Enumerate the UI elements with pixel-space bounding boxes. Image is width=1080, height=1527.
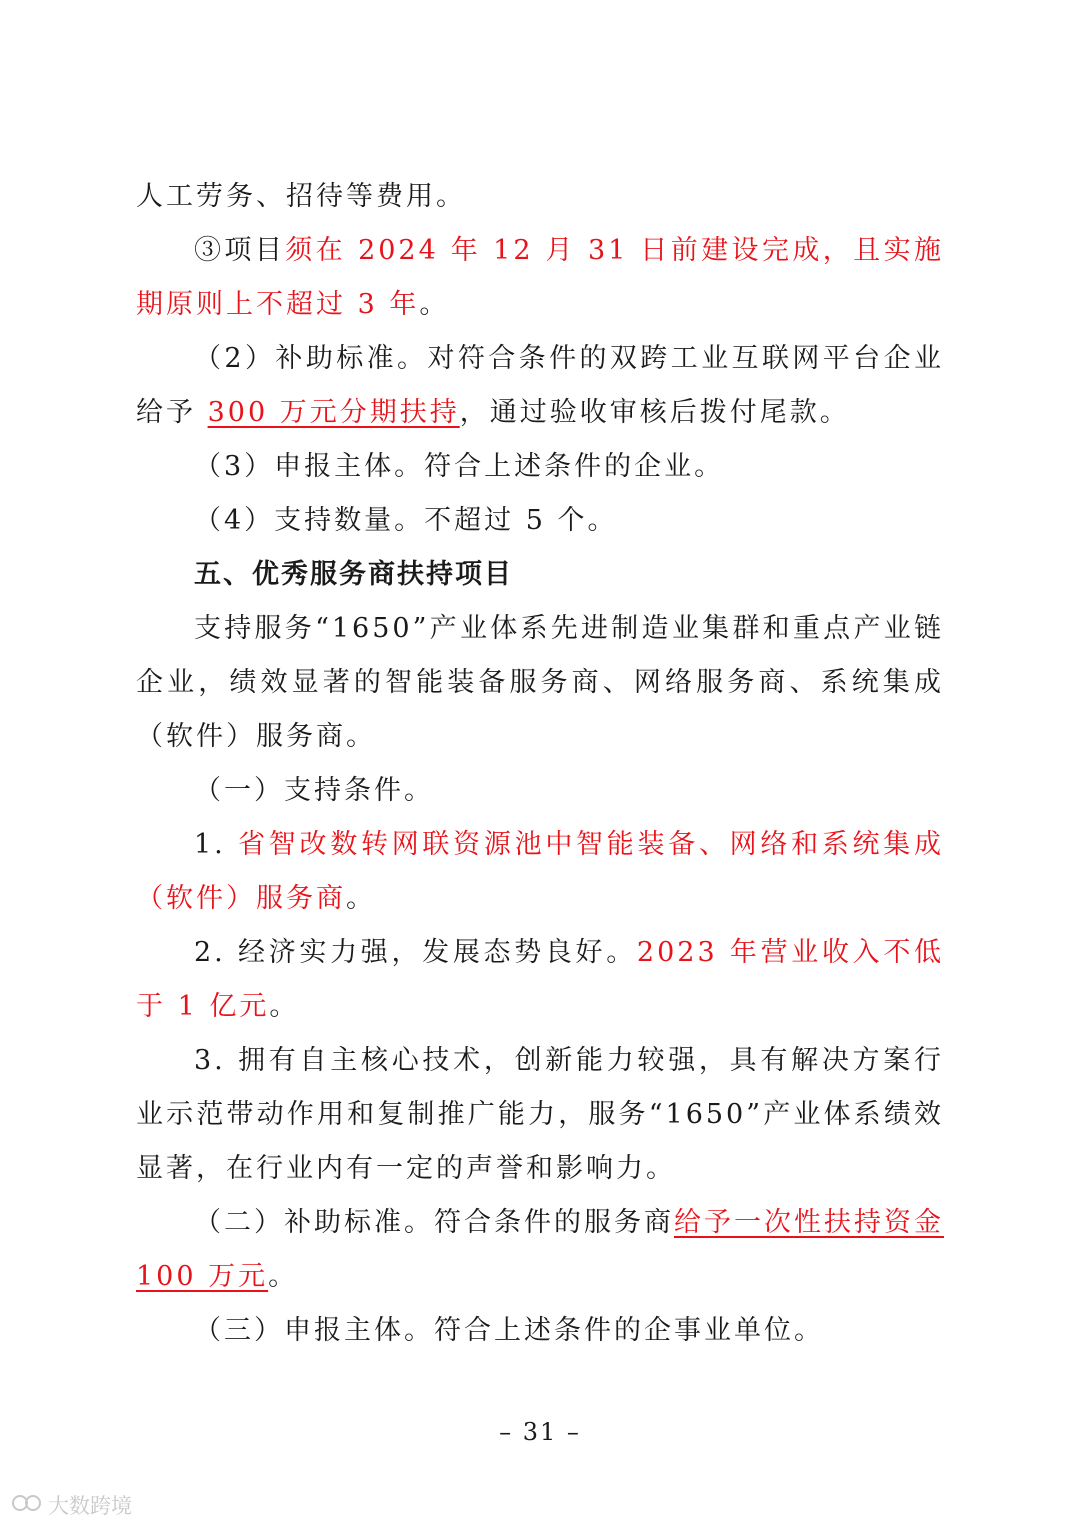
- text-run: 支持服务“1650”产业体系先进制造业集群和重点产业链企业，绩效显著的智能装备服务商、网络服务商、系统集成（软件）服务商。: [136, 613, 944, 752]
- text-run: 五、优秀服务商扶持项目: [194, 559, 513, 590]
- paragraph: [136, 602, 944, 764]
- logo-icon: [12, 1493, 42, 1518]
- paragraph: [136, 170, 944, 224]
- paragraph: [136, 764, 944, 818]
- page-number: – 31 –: [499, 1418, 581, 1446]
- paragraph: [136, 1304, 944, 1358]
- paragraph: [136, 332, 944, 440]
- paragraph: [136, 818, 944, 926]
- highlighted-text: 2023 年营业收入不低于 1 亿元: [136, 937, 945, 1022]
- text-run: ③项目: [194, 235, 286, 266]
- highlighted-text: 300 万元分期扶持: [207, 397, 460, 428]
- paragraph: [136, 494, 944, 548]
- text-run: （2）补助标准。对符合条件的双跨工业互联网平台企业给予: [136, 343, 944, 428]
- highlighted-text: 须在 2024 年 12 月 31 日前建设完成，且实施期原则上不超过 3 年: [136, 235, 945, 320]
- text-run: 。: [346, 883, 376, 914]
- paragraph: [136, 224, 944, 332]
- text-run: ，通过验收审核后拨付尾款。: [459, 397, 850, 428]
- paragraph: [136, 926, 944, 1034]
- text-run: （4）支持数量。不超过 5 个。: [194, 505, 618, 536]
- document-body: [136, 170, 944, 1358]
- text-run: 人工劳务、招待等费用。: [136, 181, 466, 212]
- paragraph: [136, 1034, 944, 1196]
- paragraph: [136, 440, 944, 494]
- paragraph: [136, 1196, 944, 1304]
- section-heading: [136, 548, 944, 602]
- highlighted-text: 给予一次性扶持资金 100 万元: [136, 1207, 944, 1292]
- text-run: （3）申报主体。符合上述条件的企业。: [194, 451, 725, 482]
- watermark-text: 大数跨境: [48, 1494, 132, 1518]
- text-run: 。: [419, 289, 450, 320]
- text-run: 。: [268, 1261, 299, 1292]
- text-run: （一）支持条件。: [194, 775, 434, 806]
- watermark: [12, 1490, 132, 1520]
- text-run: 1.: [194, 829, 239, 860]
- text-run: 3. 拥有自主核心技术，创新能力较强，具有解决方案行业示范带动作用和复制推广能力，服务“1650”产业体系绩效显著，在行业内有一定的声誉和影响力。: [136, 1045, 944, 1184]
- highlighted-text: 省智改数转网联资源池中智能装备、网络和系统集成（软件）服务商: [136, 829, 945, 914]
- text-run: 。: [269, 991, 300, 1022]
- text-run: （二）补助标准。符合条件的服务商: [194, 1207, 674, 1238]
- text-run: 2. 经济实力强，发展态势良好。: [194, 937, 637, 968]
- text-run: （三）申报主体。符合上述条件的企事业单位。: [194, 1315, 824, 1346]
